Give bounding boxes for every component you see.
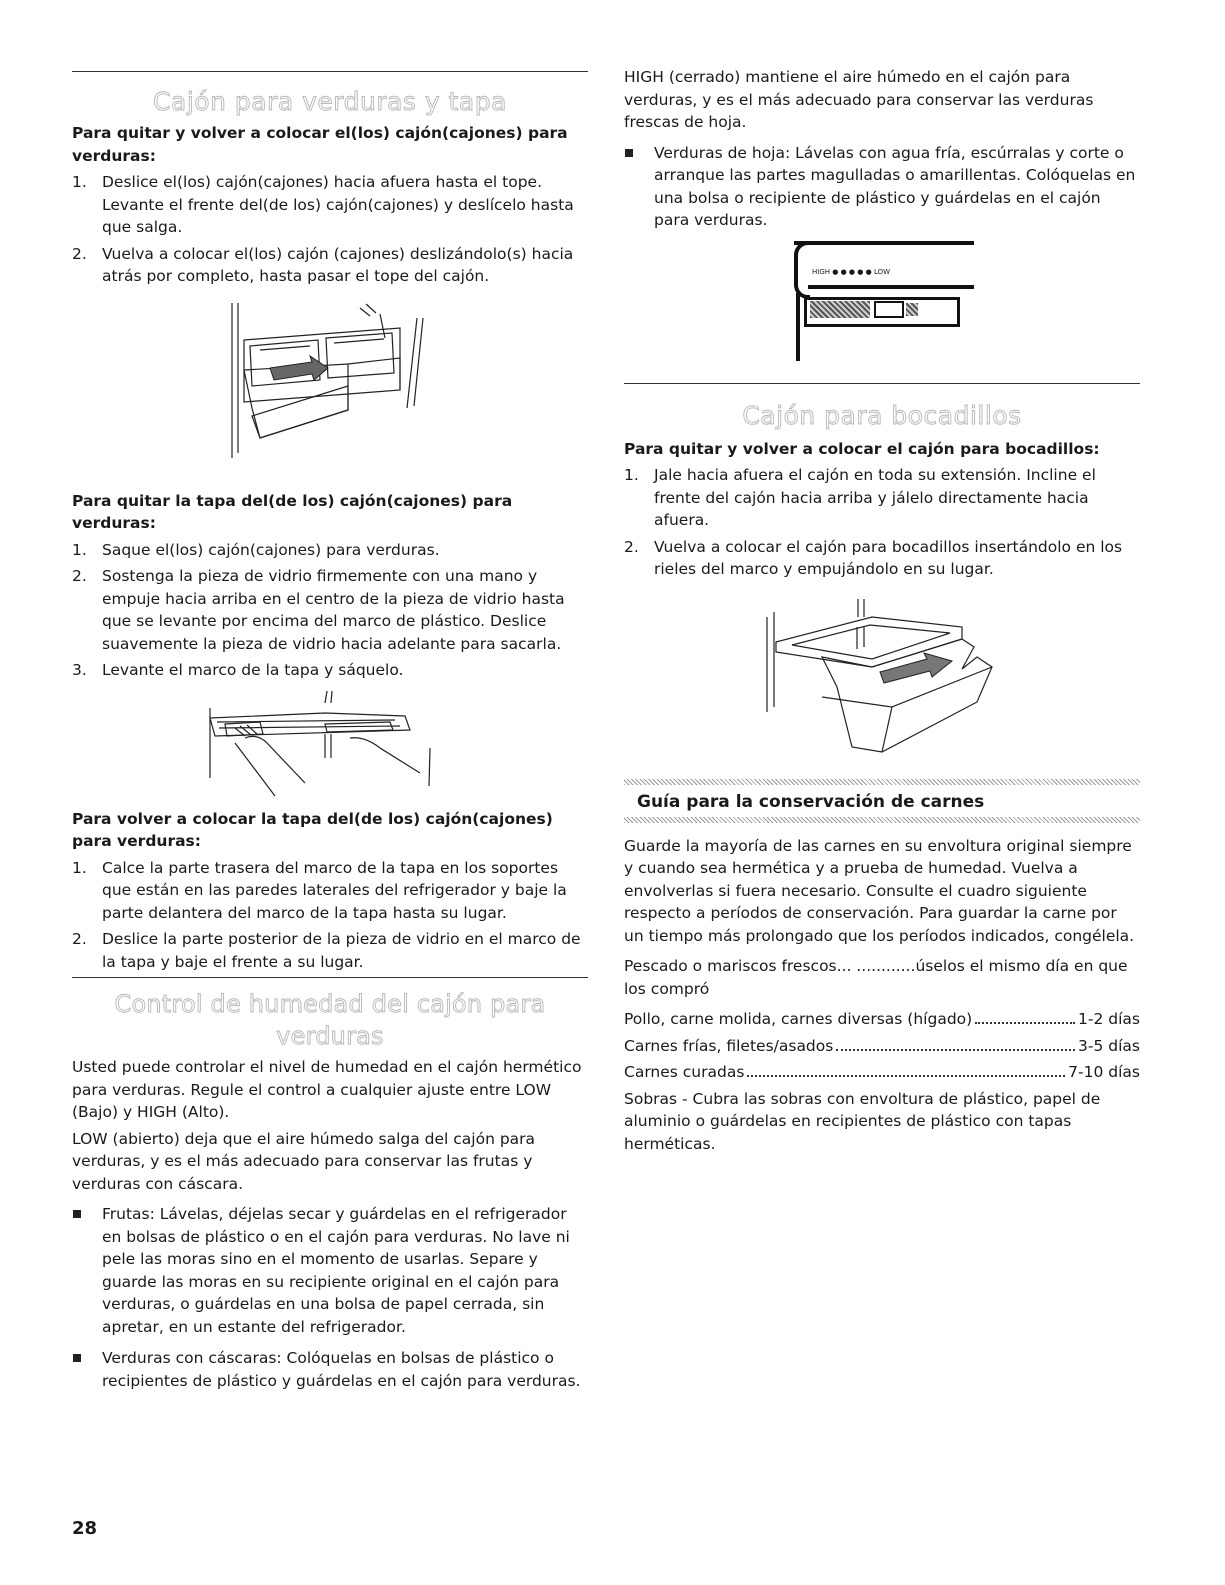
left-column [72,0,588,1401]
fresh-fish-row: Pescado o mariscos frescos... ............úselos el mismo día en que los compró [624,957,1128,998]
section-rule [72,977,588,978]
list-item: 2. Sostenga la pieza de vidrio firmemente con una mano y empuje hacia arriba en el centro de la pieza de vidrio hasta que se levante por encima del marco de plástico. Deslice suavemente la pieza de vidrio hacia adelante para sacarla. [72,567,565,653]
section-title-crisper: Cajón para verduras y tapa [153,87,507,116]
humidity-intro: Usted puede controlar el nivel de humedad en el cajón hermético para verduras. Regule el control a cualquier ajuste entre LOW (Bajo) y HIGH (Alto). [72,1058,582,1121]
meat-guide-intro: Guarde la mayoría de las carnes en su envoltura original siempre y cuando sea hermética y a prueba de humedad. Vuelva a envolverlas si fuera necesario. Consulte el cuadro siguiente respecto a períodos de conservación. Para guardar la carne por un tiempo más prolongado que los períodos indicados, congélela. [624,836,1135,945]
crisper-cover-illustration [205,688,455,798]
humidity-tips [72,1203,588,1392]
control-low-label: LOW [873,267,891,276]
list-item: 1. Calce la parte trasera del marco de la tapa en los soportes que están en las paredes laterales del refrigerador y baje la parte delantera del marco de la tapa hasta su lugar. [72,858,567,922]
crisper-steps [72,171,588,288]
list-item: 2. Vuelva a colocar el(los) cajón (cajones) deslizándolo(s) hacia atrás por completo, hasta pasar el tope del cajón. [72,244,574,285]
list-item: 1. Saque el(los) cajón(cajones) para verduras. [72,540,440,559]
replace-cover-steps [72,857,588,974]
humidity-control-illustration [784,241,984,371]
list-item: Verduras con cáscaras: Colóquelas en bolsas de plástico o recipientes de plástico y guárdelas en el cajón para verduras. [72,1347,588,1392]
meat-row: Carnes curadas 7-10 días [624,1063,1140,1081]
remove-cover-steps [72,539,588,682]
meat-guide-title: Guía para la conservación de carnes [637,791,985,812]
subheading-remove-cover: Para quitar la tapa del(de los) cajón(cajones) para verduras: [72,491,513,532]
meat-row: Pollo, carne molida, carnes diversas (hígado) 1-2 días [624,1010,1140,1028]
humidity-high: HIGH (cerrado) mantiene el aire húmedo en el cajón para verduras, y es el más adecuado para conservar las verduras frescas de hoja. [624,68,1094,131]
list-item: 2. Deslice la parte posterior de la pieza de vidrio en el marco de la tapa y baje el frente a su lugar. [72,930,581,971]
list-item: 2. Vuelva a colocar el cajón para bocadillos insertándolo en los rieles del marco y empujándolo en su lugar. [624,537,1123,578]
subheading-remove-crisper: Para quitar y volver a colocar el(los) cajón(cajones) para verduras: [72,124,568,165]
humidity-low: LOW (abierto) deja que el aire húmedo salga del cajón para verduras, y es el más adecuado para conservar las frutas y verduras con cáscara. [72,1129,536,1193]
snack-pan-steps [624,464,1140,581]
leftovers-note: Sobras - Cubra las sobras con envoltura de plástico, papel de aluminio o guárdelas en recipientes de plástico con tapas herméticas. [624,1089,1101,1153]
meat-row: Carnes frías, filetes/asados 3-5 días [624,1036,1140,1055]
right-column [624,0,1140,1159]
list-item: 1. Deslice el(los) cajón(cajones) hacia afuera hasta el tope. Levante el frente del(de los) cajón(cajones) y deslícelo hasta que salga. [72,173,574,236]
list-item: 1. Jale hacia afuera el cajón en toda su extensión. Incline el frente del cajón hacia arriba y jálelo directamente hacia afuera. [624,466,1096,529]
list-item: Verduras de hoja: Lávelas con agua fría, escúrralas y corte o arranque las partes magulladas o amarillentas. Colóquelas en una bolsa o recipiente de plástico y guárdelas en el cajón para verduras. [624,142,1140,232]
page-number: 28 [72,1518,98,1539]
list-item: 3. Levante el marco de la tapa y sáquelo. [72,661,404,679]
snack-pan-illustration [762,597,1002,767]
leafy-tips [624,142,1140,232]
list-item: Frutas: Lávelas, déjelas secar y guárdelas en el refrigerador en bolsas de plástico o en el cajón para verduras. No lave ni pele las moras sino en el momento de usarlas. Separe y guarde las moras en su recipiente original en el cajón para verduras, o guárdelas en una bolsa de papel cerrada, sin apretar, en un estante del refrigerador. [72,1203,588,1338]
control-high-label: HIGH [812,267,831,276]
section-title-snack-pan: Cajón para bocadillos [742,400,1022,430]
section-rule [72,71,588,72]
subheading-replace-cover: Para volver a colocar la tapa del(de los) cajón(cajones) para verduras: [72,809,553,850]
crisper-drawer-illustration [230,298,430,478]
subheading-snack-pan: Para quitar y volver a colocar el cajón para bocadillos: [624,439,1100,458]
guide-stripe-bottom [624,817,1140,823]
control-dots: ● ● ● ● ● [832,267,872,276]
section-title-humidity: Control de humedad del cajón para verduras [114,990,546,1050]
section-rule [624,383,1140,384]
